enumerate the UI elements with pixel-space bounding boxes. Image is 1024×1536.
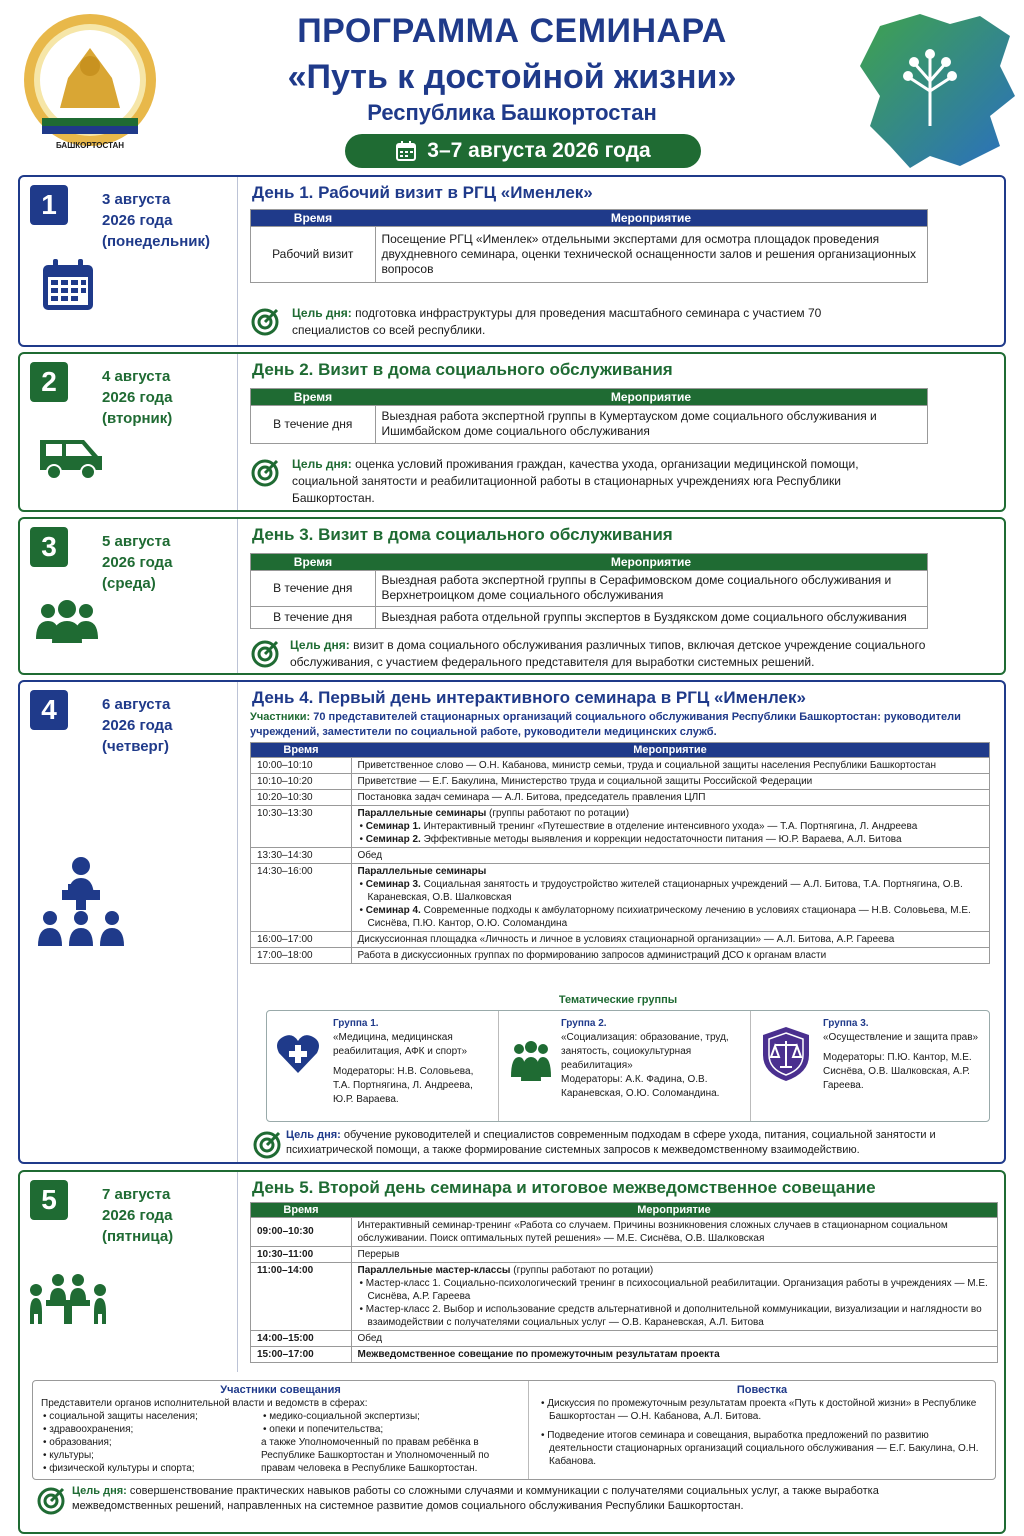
day-date: 7 августа 2026 года (пятница) [102,1186,174,1245]
schedule-table [250,209,928,283]
schedule-table: Время Мероприятие В течение дня Выездная работа экспертной группы в Серафимовском доме социального обслуживания и Верхнетроицком доме социального обслуживания В течение дня Выездная работа отдельной группы экспертов в Буздякском доме социального обслуживания [250,553,928,629]
table-row: В течение дня Выездная работа отдельной группы экспертов в Буздякском доме социального обслуживания [251,606,927,628]
table-row: 17:00–18:00 Работа в дискуссионных группах по формированию запросов администраций ДСО к органам власти [251,947,989,963]
target-icon [252,1130,282,1160]
table-row: В течение дня Выездная работа экспертной группы в Серафимовском доме социального обслуживания и Верхнетроицком доме социального обслуживания [251,570,927,606]
meeting-agenda: Повестка • Дискуссия по промежуточным результатам проекта «Путь к достойной жизни» в Республике Башкортостан — О.Н. Кабанова, А.Л. Битова. • Подведение итогов семинара и совещания, выработка предложений по развитию деятельности стационарных организаций социального обслуживания — Е.Г. Бакулина, О.Н. Кабанова. [529,1381,995,1479]
table-row: Рабочий визит Посещение РГЦ «Именлек» отдельными экспертами для осмотра площадок проведения двухдневного семинара, оценки технической оснащенности залов и решения организационных вопросов [251,226,927,282]
header [0,0,1024,174]
presenter-audience-icon [34,854,128,948]
col-time-header: Время [251,210,375,226]
day-title: День 4. Первый день интерактивного семинара в РГЦ «Именлек» [252,688,806,707]
target-icon [36,1486,66,1516]
day-number: 1 [30,185,68,225]
page-title: ПРОГРАММА СЕМИНАРА [297,12,727,50]
day-number: 2 [30,362,68,402]
participants-text: Участники: 70 представителей стационарных организаций социального обслуживания Республики Башкортостан: руководители учреждений, заместители по социальной работе, руководители медицинских служб. [250,711,961,738]
table-row: 16:00–17:00 Дискуссионная площадка «Личность и личное в условиях стационарной организации» — А.Л. Битова, А.Р. Гареева [251,931,989,947]
calendar-icon [395,140,417,162]
justice-shield-icon [761,1025,811,1083]
bashkortostan-map-icon [850,6,1020,171]
table-row: 10:30–13:30 Параллельные семинары (группы работают по ротации) • Семинар 1. Интерактивный тренинг «Путешествие в отделение интенсивного ухода» — Т.А. Портнягина, Л. Андреева • Семинар 2. Эффективные методы выявления и коррекции недостаточности питания — Ю.Р. Вараева, А.Л. Битова [251,805,989,847]
group-1: Группа 1. «Медицина, медицинская реабилитация, АФК и спорт» Модераторы: Н.В. Соловьева, Т.А. Портнягина, Л. Андреева, Ю.Р. Вараева. [267,1011,499,1121]
table-row: 10:00–10:10 Приветственное слово — О.Н. Кабанова, министр семьи, труда и социальной защиты населения Республики Башкортостан [251,757,989,773]
day-title: День 3. Визит в дома социального обслуживания [252,525,673,544]
day-title: День 1. Рабочий визит в РГЦ «Именлек» [252,183,593,202]
day-date: 5 августа 2026 года (среда) [102,533,173,592]
dates-pill [345,134,701,168]
schedule-table: Время Мероприятие 10:00–10:10 Приветственное слово — О.Н. Кабанова, министр семьи, труда и социальной защиты населения Республики Башкортостан 10:10–10:20 Приветствие — Е.Г. Бакулина, Министерство труда и социальной защиты Российской Федерации 10:20–10:30 Постановка задач семинара — А.Л. Битова, председатель правления ЦЛП 10:30–13:30 Параллельные семинары (группы работают по ротации) • Семинар 1. Интерактивный тренинг «Путешествие в отделение интенсивного ухода» — Т.А. Портнягина, Л. Андреева • Семинар 2. Эффективные методы выявления и коррекции недостаточности питания — Ю.Р. Вараева, А.Л. Битова 13:30–14:30 Обед 14:30–16:00 Параллельные семинары • Семинар 3. Социальная занятость и трудоустройство жителей стационарных учреждений — А.Л. Битова, Т.А. Портнягина, О.В. Караневская, О.В. Шалковская • Семинар 4. Современные подходы к амбулаторному психиатрическому лечению в условиях стационара — Н.В. Соловьева, М.Е. Сиснёва, П.Ю. Кантор, О.Ю. Соломандина 16:00–17:00 Дискуссионная площадка «Личность и личное в условиях стационарной организации» — А.Л. Битова, А.Р. Гареева 17:00–18:00 Работа в дискуссионных группах по формированию запросов администраций ДСО к органам власти [250,742,990,964]
meeting-details-box [32,1380,996,1480]
day-goal: Цель дня: визит в дома социального обслуживания различных типов, включая детское учреждение социального обслуживания, с участием федерального представителя для выработки системных решений. [290,638,926,669]
day-4-section [18,680,1006,1164]
van-icon [36,432,106,480]
thematic-groups-title: Тематические группы [558,994,678,1006]
region-name: Республика Башкортостан [367,100,657,125]
table-row: 10:20–10:30 Постановка задач семинара — А.Л. Битова, председатель правления ЦЛП [251,789,989,805]
day-goal: Цель дня: обучение руководителей и специалистов современным подходам в сфере ухода, питания, социальной занятости и психиатрической помощи, а также формирование системных запросов к межведомственному взаимодействию. [286,1129,936,1156]
thematic-groups-box [266,1010,990,1122]
table-row: 10:10–10:20 Приветствие — Е.Г. Бакулина, Министерство труда и социальной защиты Российской Федерации [251,773,989,789]
col-event-header: Мероприятие [375,210,927,226]
table-row: 14:30–16:00 Параллельные семинары • Семинар 3. Социальная занятость и трудоустройство жителей стационарных учреждений — А.Л. Битова, Т.А. Портнягина, О.В. Караневская, О.В. Шалковская • Семинар 4. Современные подходы к амбулаторному психиатрическому лечению в условиях стационара — Н.В. Соловьева, М.Е. Сиснёва, П.Ю. Кантор, О.Ю. Соломандина [251,863,989,931]
day-number: 4 [30,690,68,730]
table-row: 09:00–10:30 Интерактивный семинар-тренинг «Работа со случаем. Причины возникновения сложных случаев в стационарном социальном обслуживании. Поиск оптимальных путей решения» — М.Е. Сиснёва, О.В. Шалковская [251,1217,997,1246]
day-date: 6 августа 2026 года (четверг) [102,696,173,755]
table-row: 13:30–14:30 Обед [251,847,989,863]
people-group-icon [34,599,100,645]
heart-cross-icon [275,1033,321,1075]
day-goal: Цель дня: оценка условий проживания граждан, качества ухода, организации медицинской помощи, социальной занятости и реабилитационной работы в стационарных учреждениях юга Республики Башкортостан. [292,457,859,505]
day-title: День 5. Второй день семинара и итоговое межведомственное совещание [252,1178,876,1197]
table-row: 15:00–17:00 Межведомственное совещание по промежуточным результатам проекта [251,1346,997,1362]
day-title: День 2. Визит в дома социального обслуживания [252,360,673,379]
schedule-table: Время Мероприятие 09:00–10:30 Интерактивный семинар-тренинг «Работа со случаем. Причины возникновения сложных случаев в стационарном социальном обслуживании. Поиск оптимальных путей решения» — М.Е. Сиснёва, О.В. Шалковская 10:30–11:00 Перерыв 11:00–14:00 Параллельные мастер-классы (группы работают по ротации) • Мастер-класс 1. Социально-психологический тренинг в психосоциальной реабилитации. Организация работы в учреждениях — М.Е. Сиснёва, А.Р. Гареева • Мастер-класс 2. Выбор и использование средств альтернативной и дополнительной коммуникации, визуализации и наглядности во взаимодействии с получателями социальных услуг — О.В. Караневская, А.Л. Битова 14:00–15:00 Обед 15:00–17:00 Межведомственное совещание по промежуточным результатам проекта [250,1202,998,1363]
seminar-name: «Путь к достойной жизни» [287,58,737,96]
target-icon [250,307,280,337]
day-1-section [18,175,1006,347]
meeting-participants: Участники совещания Представители органов исполнительной власти и ведомств в сферах: • социальной защиты населения; • здравоохранения; • образования; • культуры; • физической культуры и спорта; • медико-социальной экспертизы; • опеки и попечительства; а также Уполномоченный по правам ребёнка в Республике Башкортостан и Уполномоченный по правам человека в Республике Башкортостан. [33,1381,529,1479]
target-icon [250,458,280,488]
day-2-section [18,352,1006,512]
people-group-icon [509,1039,553,1081]
day-3-section [18,517,1006,675]
group-2: Группа 2. «Социализация: образование, труд, занятость, социокультурная реабилитация» Модераторы: А.К. Фадина, О.В. Караневская, О.Ю. Соломандина. [499,1011,751,1121]
day-number: 3 [30,527,68,567]
day-goal: Цель дня: подготовка инфраструктуры для проведения масштабного семинара с участием 70 специалистов со всей республики. [292,306,822,337]
target-icon [250,639,280,669]
table-row: В течение дня Выездная работа экспертной группы в Кумертауском доме социального обслуживания и Ишимбайском доме социального обслуживания [251,405,927,443]
table-row: 14:00–15:00 Обед [251,1330,997,1346]
table-row: 10:30–11:00 Перерыв [251,1246,997,1262]
table-row: 11:00–14:00 Параллельные мастер-классы (группы работают по ротации) • Мастер-класс 1. Социально-психологический тренинг в психосоциальной реабилитации. Организация работы в учреждениях — М.Е. Сиснёва, А.Р. Гареева • Мастер-класс 2. Выбор и использование средств альтернативной и дополнительной коммуникации, визуализации и наглядности во взаимодействии с получателями социальных услуг — О.В. Караневская, А.Л. Битова [251,1262,997,1330]
dates-text: 3–7 августа 2026 года [427,139,651,162]
day-date: 4 августа 2026 года (вторник) [102,368,173,427]
day-date: 3 августа 2026 года (понедельник) [102,191,211,250]
svg-text:БАШКОРТОСТАН: БАШКОРТОСТАН [55,141,125,150]
day-goal: Цель дня: совершенствование практических навыков работы со сложными случаями и коммуникации с получателями социальных услуг, а также выработка межведомственных решений, направленных на системное развитие домов социального обслуживания Республики Башкортостан. [72,1485,879,1512]
meeting-table-icon [28,1272,108,1326]
schedule-table: Время Мероприятие В течение дня Выездная работа экспертной группы в Кумертауском доме социального обслуживания и Ишимбайском доме социального обслуживания [250,388,928,444]
group-3: Группа 3. «Осуществление и защита прав» Модераторы: П.Ю. Кантор, М.Е. Сиснёва, О.В. Шалковская, А.Р. Гареева. [751,1011,991,1121]
calendar-icon [40,257,96,313]
day-number: 5 [30,1180,68,1220]
